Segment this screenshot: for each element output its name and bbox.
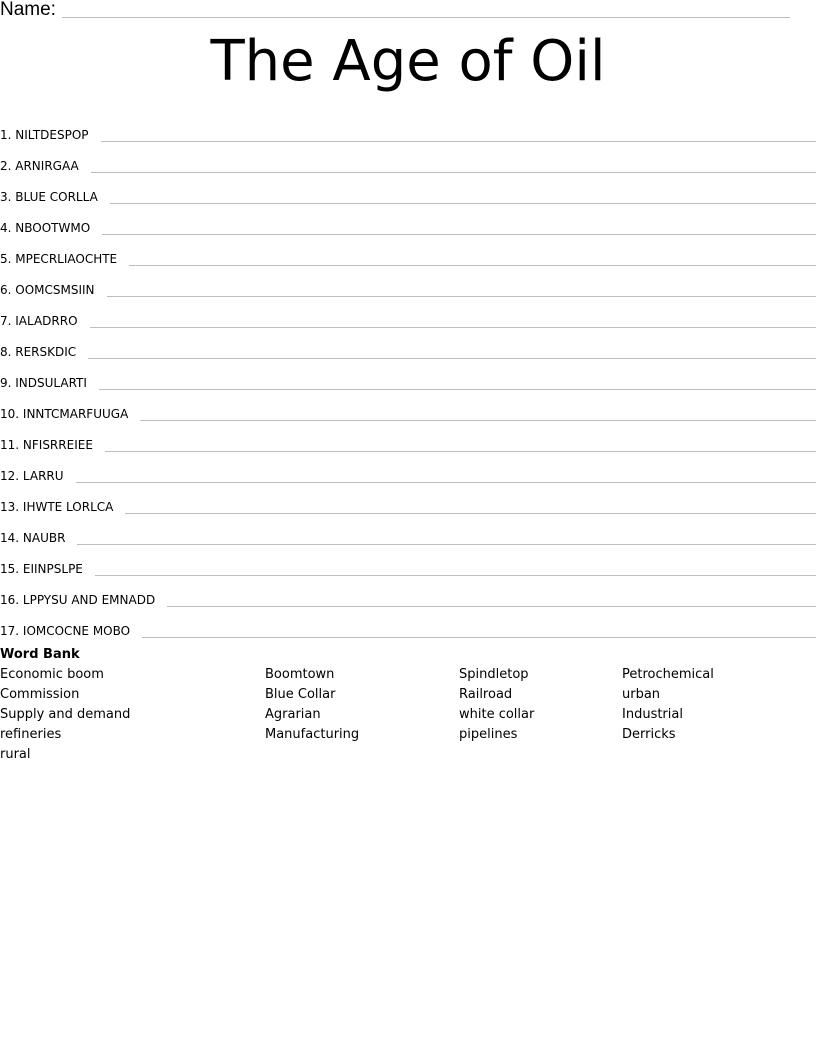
question-text: 1. NILTDESPOP <box>0 128 89 142</box>
answer-line[interactable] <box>95 575 816 576</box>
question-row <box>0 422 816 453</box>
word-bank-item: refineries <box>0 727 62 742</box>
answer-line[interactable] <box>142 637 816 638</box>
word-bank-item: Manufacturing <box>265 727 360 742</box>
word-bank-item: Commission <box>0 687 80 702</box>
question-text: 14. NAUBR <box>0 531 66 545</box>
page-title: The Age of Oil <box>210 29 606 94</box>
answer-line[interactable] <box>110 203 816 204</box>
word-bank-column <box>459 665 534 745</box>
word-bank-column <box>0 665 130 765</box>
question-text: 10. INNTCMARFUUGA <box>0 407 129 421</box>
question-text: 3. BLUE CORLLA <box>0 190 98 204</box>
answer-line[interactable] <box>99 389 816 390</box>
word-bank-item: pipelines <box>459 727 518 742</box>
question-text: 7. IALADRRO <box>0 314 78 328</box>
question-row <box>0 546 816 577</box>
question-text: 9. INDSULARTI <box>0 376 87 390</box>
word-bank-title: Word Bank <box>0 647 80 662</box>
question-text: 11. NFISRREIEE <box>0 438 93 452</box>
question-text: 13. IHWTE LORLCA <box>0 500 114 514</box>
question-text: 4. NBOOTWMO <box>0 221 91 235</box>
question-text: 5. MPECRLIAOCHTE <box>0 252 118 266</box>
answer-line[interactable] <box>91 172 816 173</box>
question-row <box>0 174 816 205</box>
question-row <box>0 608 816 639</box>
word-bank-item: Economic boom <box>0 667 104 682</box>
question-text: 17. IOMCOCNE MOBO <box>0 624 131 638</box>
word-bank-column <box>622 665 714 745</box>
question-row <box>0 205 816 236</box>
question-row <box>0 298 816 329</box>
name-field-row <box>0 0 790 20</box>
question-row <box>0 360 816 391</box>
word-bank-item: Derricks <box>622 727 676 742</box>
question-row <box>0 391 816 422</box>
word-bank <box>0 646 816 765</box>
name-answer-line[interactable] <box>62 17 790 18</box>
word-bank-item: rural <box>0 747 31 762</box>
answer-line[interactable] <box>167 606 816 607</box>
question-text: 2. ARNIRGAA <box>0 159 79 173</box>
answer-line[interactable] <box>129 265 816 266</box>
word-bank-item: Supply and demand <box>0 707 131 722</box>
word-bank-item: Boomtown <box>265 667 335 682</box>
answer-line[interactable] <box>125 513 816 514</box>
word-bank-item: Spindletop <box>459 667 529 682</box>
question-text: 8. RERSKDIC <box>0 345 77 359</box>
name-label: Name: <box>0 0 56 20</box>
word-bank-item: Agrarian <box>265 707 321 722</box>
word-bank-item: urban <box>622 687 661 702</box>
word-bank-item: Petrochemical <box>622 667 714 682</box>
question-row <box>0 143 816 174</box>
question-row <box>0 329 816 360</box>
question-row <box>0 484 816 515</box>
answer-line[interactable] <box>101 141 816 142</box>
answer-line[interactable] <box>88 358 816 359</box>
question-row <box>0 577 816 608</box>
question-row <box>0 236 816 267</box>
question-row <box>0 112 816 143</box>
question-text: 6. OOMCSMSIIN <box>0 283 95 297</box>
answer-line[interactable] <box>102 234 816 235</box>
answer-line[interactable] <box>77 544 816 545</box>
answer-line[interactable] <box>140 420 816 421</box>
word-bank-item: Blue Collar <box>265 687 336 702</box>
question-row <box>0 453 816 484</box>
word-bank-item: Industrial <box>622 707 683 722</box>
answer-line[interactable] <box>90 327 816 328</box>
word-bank-item: white collar <box>459 707 535 722</box>
question-text: 12. LARRU <box>0 469 64 483</box>
answer-line[interactable] <box>76 482 816 483</box>
question-row <box>0 515 816 546</box>
question-list <box>0 112 816 639</box>
question-text: 15. EIINPSLPE <box>0 562 83 576</box>
word-bank-item: Railroad <box>459 687 513 702</box>
word-bank-grid <box>0 665 816 765</box>
question-row <box>0 267 816 298</box>
question-text: 16. LPPYSU AND EMNADD <box>0 593 156 607</box>
answer-line[interactable] <box>105 451 816 452</box>
word-bank-column <box>265 665 359 745</box>
answer-line[interactable] <box>107 296 816 297</box>
